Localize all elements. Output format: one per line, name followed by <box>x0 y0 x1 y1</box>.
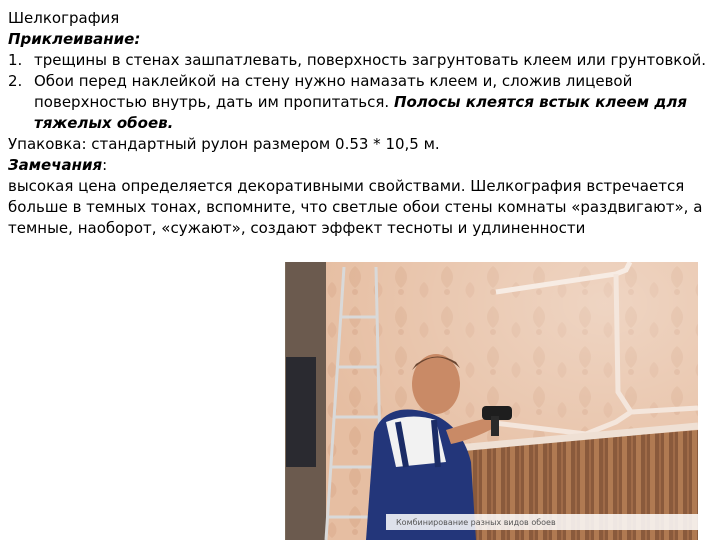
gluing-heading: Приклеивание <box>8 30 135 48</box>
step-number: 2. <box>8 72 23 90</box>
person-background <box>286 357 316 467</box>
notes-heading-line <box>8 155 714 176</box>
notes-heading-colon: : <box>102 156 108 174</box>
step-item <box>8 71 714 134</box>
gluing-steps <box>8 50 714 134</box>
gluing-heading-line <box>8 29 714 50</box>
slide-title: Шелкография <box>8 9 120 27</box>
notes-heading: Замечания <box>8 156 103 174</box>
photo-caption: Комбинирование разных видов обоев <box>396 518 556 527</box>
slide-text <box>8 8 714 239</box>
step-item <box>8 50 714 71</box>
step-emphasis: Полосы клеятся встык клеем для тяжелых обоев. <box>34 93 687 132</box>
wallpaper-photo <box>285 262 698 540</box>
notes-text: высокая цена определяется декоративными свойствами. Шелкография встречается больше в темных тонах, вспомните, что светлые обои стены комнаты «раздвигают», а темные, наоборот, «сужают», создают эффект тесноты и удлиненности <box>8 177 703 237</box>
step-text: трещины в стенах зашпатлевать, поверхность загрунтовать клеем или грунтовкой. <box>34 51 707 69</box>
step-text: Обои перед наклейкой на стену нужно намазать клеем и, сложив лицевой поверхностью внутрь, дать им пропитаться. <box>34 72 633 111</box>
step-number: 1. <box>8 51 23 69</box>
packaging-line: Упаковка: стандартный рулон размером 0.53 * 10,5 м. <box>8 135 440 153</box>
gluing-heading-colon: : <box>134 30 141 48</box>
photo-illustration <box>286 262 698 540</box>
